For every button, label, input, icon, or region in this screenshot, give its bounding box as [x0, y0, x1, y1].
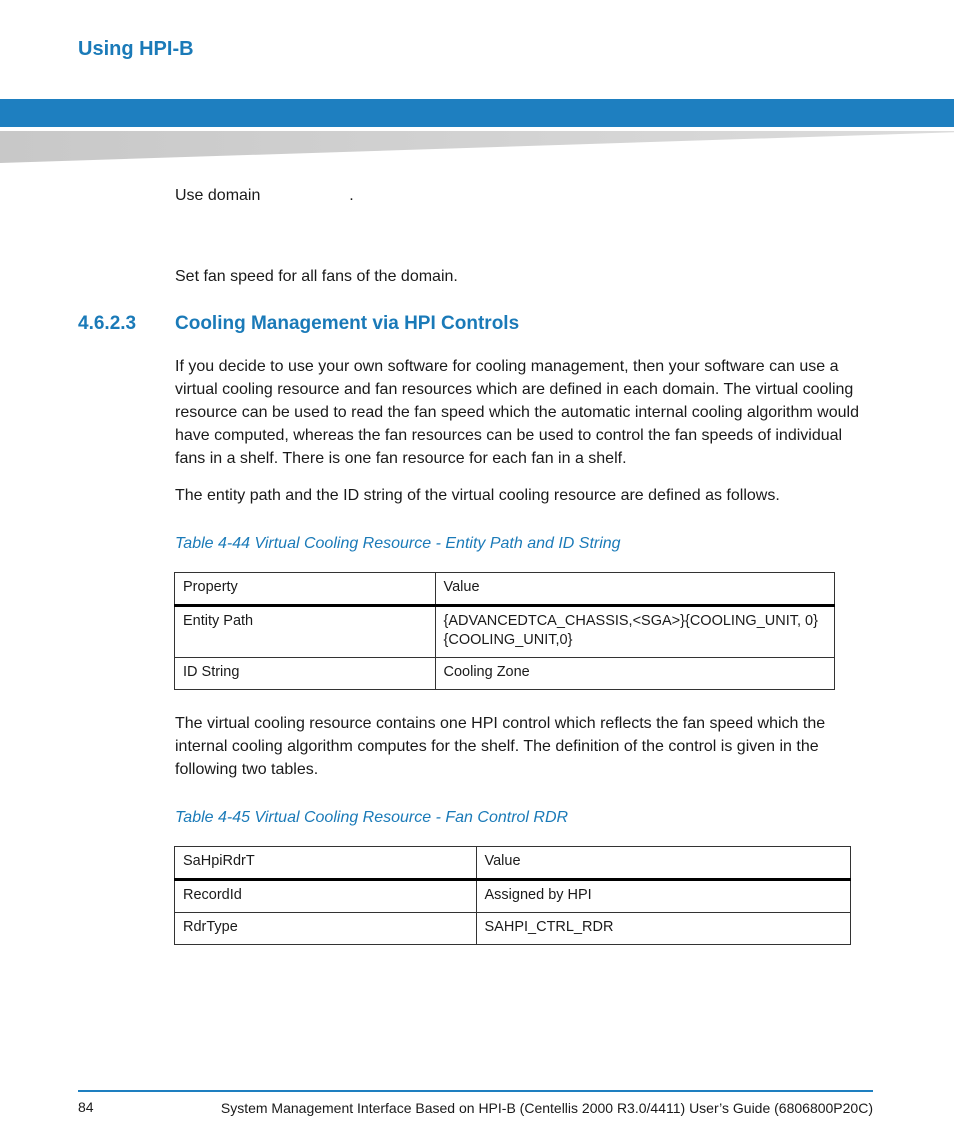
footer-rule [78, 1090, 873, 1092]
section-paragraph-3: The virtual cooling resource contains one HPI control which reflects the fan speed which the internal cooling algorithm computes for the shelf. The definition of the control is given in the following two tables. [175, 715, 826, 778]
intro-line-1: Use domain . [175, 187, 354, 204]
section-paragraph-2: The entity path and the ID string of the virtual cooling resource are defined as follows. [175, 487, 780, 504]
section-number: 4.6.2.3 [78, 313, 137, 334]
entity-path-table [174, 572, 835, 690]
table-1-caption: Table 4-44 Virtual Cooling Resource - Entity Path and ID String [175, 535, 621, 552]
table-row [175, 880, 851, 913]
table-header-cell: Value [435, 573, 835, 606]
table-cell: {ADVANCEDTCA_CHASSIS,<SGA>}{COOLING_UNIT, 0}{COOLING_UNIT,0} [435, 606, 835, 658]
footer-document-title: System Management Interface Based on HPI-B (Centellis 2000 R3.0/4411) User’s Guide (6806800P20C) [220, 1100, 873, 1116]
table-cell: SAHPI_CTRL_RDR [476, 913, 850, 945]
table-cell: RecordId [175, 880, 477, 913]
running-header-title: Using HPI-B [78, 38, 198, 61]
table-header-cell: Property [175, 573, 436, 606]
table-row [175, 913, 851, 945]
table-header-row [175, 847, 851, 880]
table-cell: Cooling Zone [435, 658, 835, 690]
table-header-cell: Value [476, 847, 850, 880]
intro-line-2: Set fan speed for all fans of the domain. [175, 268, 458, 285]
header-gray-wedge [0, 131, 954, 163]
header-blue-bar [0, 99, 954, 127]
table-row [175, 606, 835, 658]
section-title: Cooling Management via HPI Controls [175, 313, 520, 334]
fan-control-rdr-table [174, 846, 851, 945]
section-paragraph-1: If you decide to use your own software for cooling management, then your software can use a virtual cooling resource and fan resources which are defined in each domain. The virtual cooling resource can be used to read the fan speed which the automatic internal cooling algorithm would have computed, whereas the fan resources can be used to control the fan speeds of individual fans in a shelf. There is one fan resource for each fan in a shelf. [175, 358, 859, 467]
table-cell: RdrType [175, 913, 477, 945]
table-cell: Entity Path [175, 606, 436, 658]
table-cell: Assigned by HPI [476, 880, 850, 913]
table-header-cell: SaHpiRdrT [175, 847, 477, 880]
table-header-row [175, 573, 835, 606]
table-2-caption: Table 4-45 Virtual Cooling Resource - Fan Control RDR [175, 809, 569, 826]
table-row [175, 658, 835, 690]
page-number: 84 [78, 1099, 94, 1115]
table-cell: ID String [175, 658, 436, 690]
